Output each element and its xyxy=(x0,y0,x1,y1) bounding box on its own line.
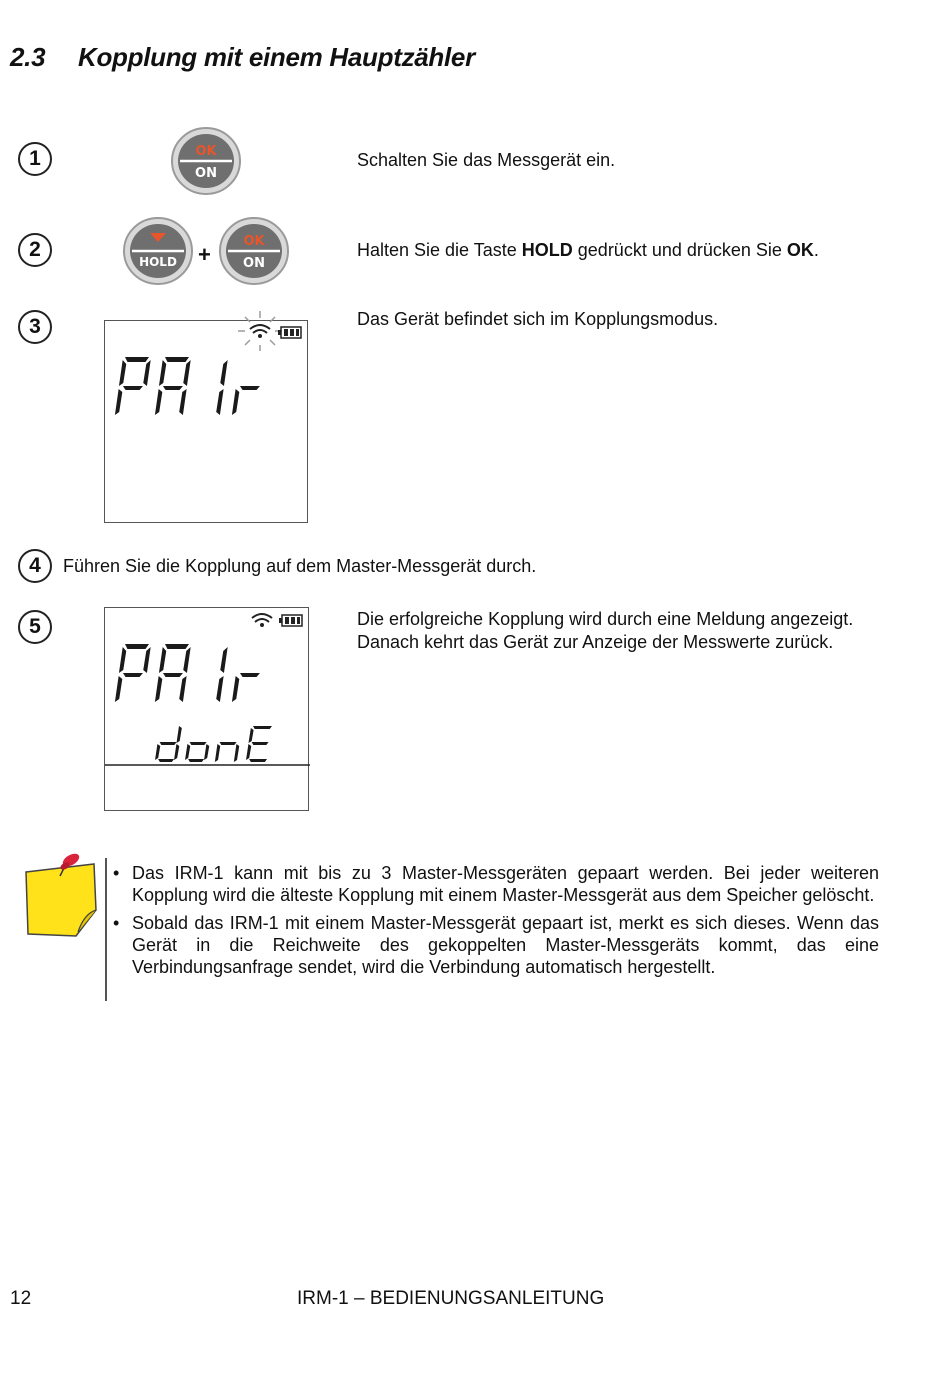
plus-sign: + xyxy=(198,242,211,267)
step-1-text: Schalten Sie das Messgerät ein. xyxy=(357,150,616,170)
battery-icon xyxy=(279,615,302,626)
step-1-number: 1 xyxy=(18,142,52,176)
step-4-number: 4 xyxy=(18,549,52,583)
page-number: 12 xyxy=(10,1288,32,1309)
wireless-icon xyxy=(250,325,270,338)
lcd-display-pair-mode xyxy=(104,320,308,523)
section-number: 2.3 xyxy=(10,42,46,72)
lcd-text-pair xyxy=(115,357,263,415)
note-item: • Sobald das IRM-1 mit einem Master-Messgerät gepaart ist, merkt es sich dieses. Wenn das Gerät in die Reichweite des gekoppelten Master-Messgeräts kommt, das eine Verbindungsanfrage sendet, wird die Verbindung automatisch hergestellt. xyxy=(113,912,879,978)
lcd-display-pair-done xyxy=(104,607,309,811)
step-2-text: Halten Sie die Taste HOLD gedrückt und drücken Sie OK. xyxy=(357,240,819,260)
hold-button-icon xyxy=(122,216,194,286)
lcd-text-done xyxy=(155,726,272,762)
footer-title: IRM-1 – BEDIENUNGSANLEITUNG xyxy=(297,1288,605,1309)
ok-label: OK xyxy=(243,234,265,249)
wireless-icon xyxy=(252,614,272,627)
hold-label: HOLD xyxy=(139,255,177,269)
step-5-number: 5 xyxy=(18,610,52,644)
step-3-number: 3 xyxy=(18,310,52,344)
lcd-text-pair xyxy=(115,644,263,702)
battery-icon xyxy=(278,327,301,338)
step-2-number: 2 xyxy=(18,233,52,267)
step-5-text: Die erfolgreiche Kopplung wird durch eine Meldung angezeigt. Danach kehrt das Gerät zur Anzeige der Messwerte zurück. xyxy=(357,609,854,652)
on-label: ON xyxy=(243,256,265,271)
section-title: Kopplung mit einem Hauptzähler xyxy=(78,42,475,72)
ok-on-button-icon xyxy=(218,216,290,286)
sticky-note-pin-icon xyxy=(22,850,98,938)
note-item: • Das IRM-1 kann mit bis zu 3 Master-Messgeräten gepaart werden. Bei jeder weiteren Kopplung wird die älteste Kopplung mit einem Master-Messgerät aus dem Speicher gelöscht. xyxy=(113,862,879,906)
note-divider xyxy=(105,858,107,1001)
notes-list xyxy=(113,862,879,984)
ok-on-button-icon xyxy=(170,126,242,196)
on-label: ON xyxy=(195,166,217,181)
section-heading xyxy=(10,42,475,73)
ok-label: OK xyxy=(195,144,217,159)
step-4-text: Führen Sie die Kopplung auf dem Master-Messgerät durch. xyxy=(63,556,537,576)
step-3-text: Das Gerät befindet sich im Kopplungsmodus. xyxy=(357,309,719,329)
